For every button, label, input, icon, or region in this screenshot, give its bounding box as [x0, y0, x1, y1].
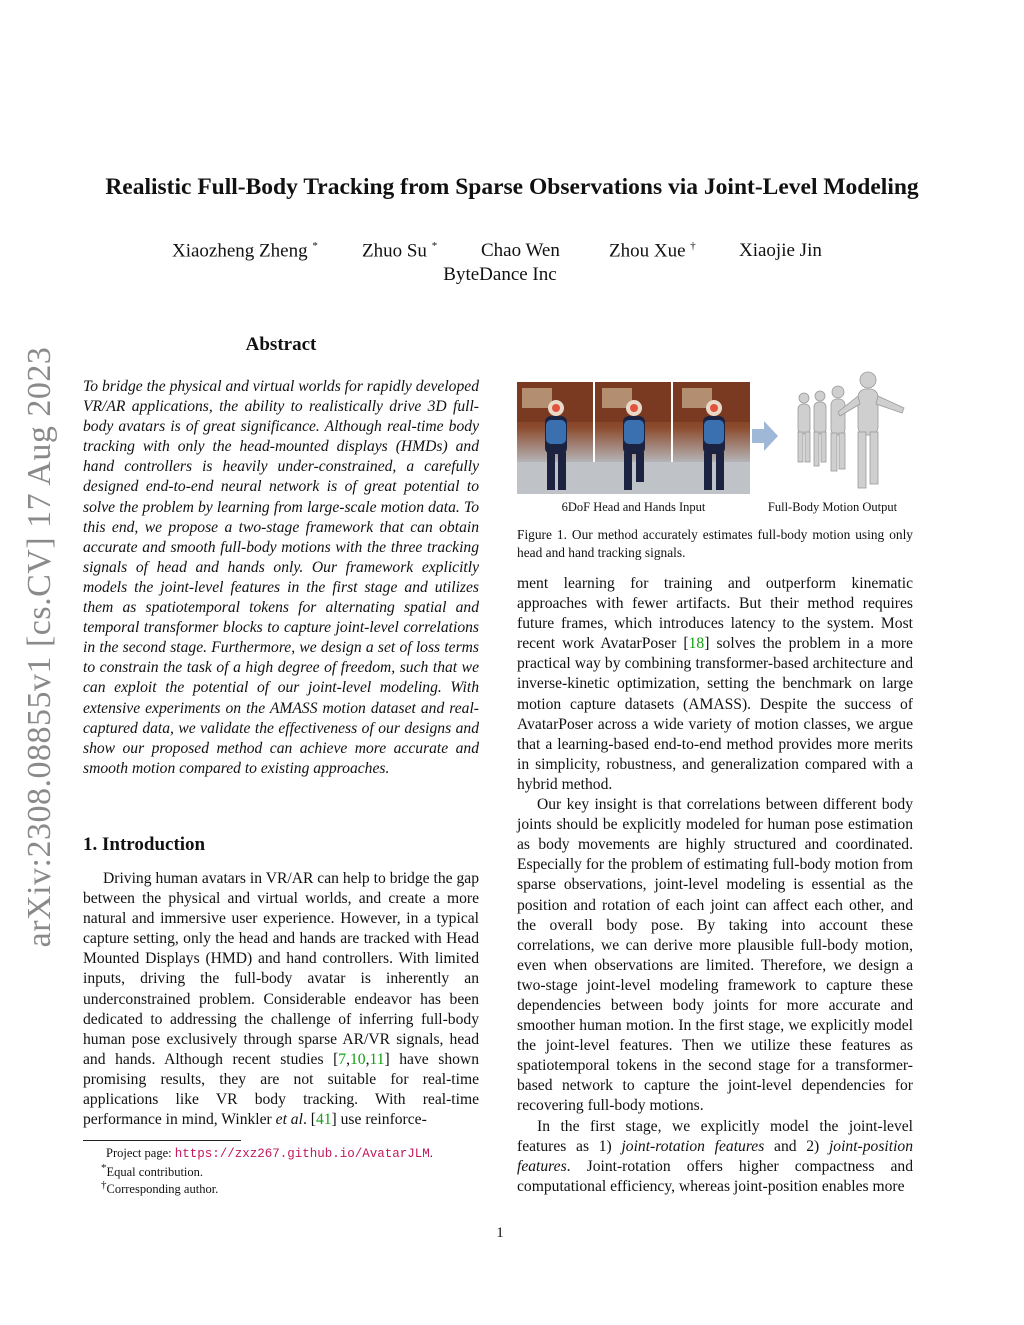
citation-link[interactable]: 41 [315, 1111, 332, 1129]
abstract-body: To bridge the physical and virtual worlds for rapidly developed VR/AR applications, the ability to realistically drive 3D full-body avatars is of great significance. Although real-time body tracking with only the head-mounted displays (HMDs) and hand controllers is heavily under-constrained, a carefully designed end-to-end neural network is of great potential to solve the problem by learning from large-scale motion data. To this end, we propose a two-stage framework that can obtain accurate and smooth full-body motions with the three tracking signals of head and hands only. Our framework explicitly models the joint-level features in the first stage and utilizes them as spatiotemporal tokens for alternating spatial and temporal transformer blocks to capture joint-level correlations in the second stage. Furthermore, we design a set of loss terms to constrain the task of a high degree of freedom, such that we can exploit the potential of our joint-level modeling. With extensive experiments on the AMASS motion dataset and real-captured data, we validate the effectiveness of our designs and show our proposed method can achieve more accurate and smooth motion compared to existing approaches. [83, 378, 479, 777]
paragraph: Our key insight is that correlations between different body joints should be explicitly modeled for human pose estimation as body movements are highly structured and coordinated. Especially for the problem of estimating full-body motion from sparse observations, joint-level modeling is essential as the position and rotation of each joint can affect each other, and the overall body pose. By taking into account these correlations, we can derive more plausible full-body motion, even when observations are limited. Therefore, we design a two-stage joint-level modeling framework to capture these dependencies between body joints for more accurate and smoother human motion. In the first stage, we explicitly model the joint-level features. Then we utilize these features as spatiotemporal tokens in the second stage for a transformer-based network to capture the joint-level dependencies for recovering full-body motions. [517, 796, 913, 1115]
page-number: 1 [496, 1225, 504, 1241]
author-3: Chao Wen [481, 240, 560, 261]
paragraph: ment learning for training and outperform kinematic approaches with fewer artifacts. But their method requires future frames, which introduces latency to the system. Most recent work AvatarPoser [18] solves the problem in a more practical way by combining transformer-based architecture and inverse-kinetic optimization, setting the benchmark on large motion capture datasets (AMASS). Despite the success of AvatarPoser across a wide variety of motion classes, we argue that a learning-based end-to-end method provides more merits in simplicity, robustness, and generalization compared with a hybrid method. [517, 575, 913, 793]
intro-paragraph: Driving human avatars in VR/AR can help to bridge the gap between the physical and virtual worlds, and create a more natural and immersive user experience. However, in a typical capture setting, only the head and hands are tracked with Head Mounted Displays (HMD) and hand controllers. With limited inputs, driving the full-body avatar is inherently an underconstrained problem. Considerable endeavor has been dedicated to addressing the challenge of inferring full-body human pose exclusively through sparse AR/VR signals, head and hands. Although recent studies [7,10,11] have shown promising results, they are not suitable for real-time applications like VR body tracking. With real-time performance in mind, Winkler et al. [41] use reinforce- [83, 870, 479, 1129]
affiliation: ByteDance Inc [443, 264, 557, 285]
author-4: Zhou Xue † [609, 240, 696, 262]
author-2: Zhuo Su * [362, 240, 438, 262]
section-heading-introduction: 1. Introduction [83, 834, 206, 855]
figure-label-output: Full-Body Motion Output [767, 500, 898, 514]
arrow-right-icon [752, 419, 778, 453]
citation-link[interactable]: 7 [338, 1050, 347, 1068]
full-body-avatars-illustration [782, 368, 907, 493]
figure-label-input: 6DoF Head and Hands Input [561, 500, 706, 514]
project-url-link[interactable]: https://zxz267.github.io/AvatarJLM [174, 1147, 430, 1161]
citation-link[interactable]: 10 [349, 1050, 366, 1068]
footnote-project-page: Project page: https://zxz267.github.io/AvatarJLM. [106, 1146, 433, 1161]
citation-link[interactable]: 11 [369, 1050, 385, 1068]
input-frames-illustration [517, 382, 750, 494]
citation-link[interactable]: 18 [688, 635, 705, 653]
footnote-corresponding-author: †Corresponding author. [101, 1179, 219, 1197]
arxiv-side-label: arXiv:2308.08855v1 [cs.CV] 17 Aug 2023 [21, 346, 58, 948]
author-5: Xiaojie Jin [739, 240, 822, 261]
footnote-divider [83, 1140, 241, 1141]
paragraph: In the first stage, we explicitly model the joint-level features as 1) joint-rotation features and 2) joint-position features. Joint-rotation offers higher compactness and computational efficiency, whereas joint-position enables more [517, 1117, 913, 1195]
figure-input-photo [517, 382, 750, 494]
paper-title: Realistic Full-Body Tracking from Sparse Observations via Joint-Level Modeling [105, 174, 919, 200]
footnote-equal-contribution: *Equal contribution. [101, 1162, 204, 1180]
right-column-body [517, 574, 913, 1197]
author-1: Xiaozheng Zheng * [172, 240, 318, 262]
figure-caption: Figure 1. Our method accurately estimates full-body motion using only head and hand tracking signals. [517, 527, 913, 560]
abstract-heading: Abstract [245, 334, 317, 355]
